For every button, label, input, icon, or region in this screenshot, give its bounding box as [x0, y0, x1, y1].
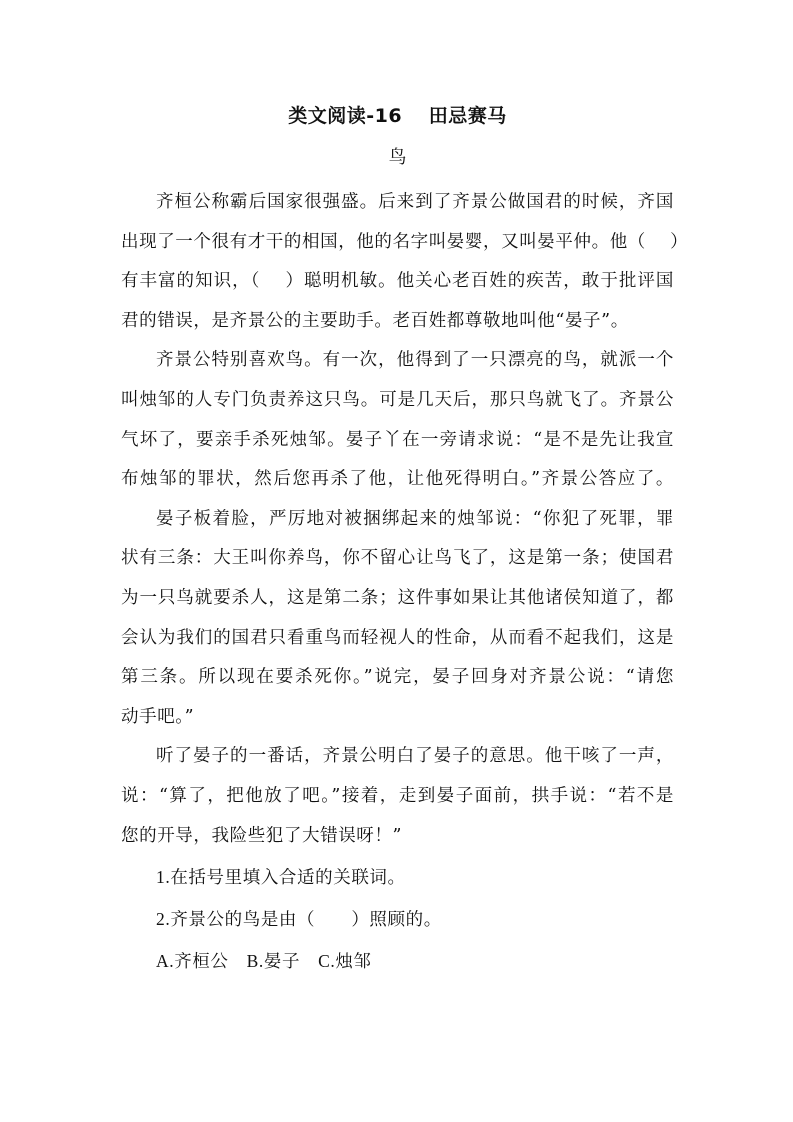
paragraph [121, 183, 689, 341]
question-1: 1.在括号里填入合适的关联词。 [156, 867, 406, 888]
text-line: 布烛邹的罪状，然后您再杀了他，让他死得明白。”齐景公答应了。 [121, 469, 674, 490]
passage-body [121, 183, 689, 982]
paragraph [121, 500, 674, 738]
question-2: 2.齐景公的鸟是由（ ）照顾的。 [156, 909, 442, 930]
text-line: 说：“算了，把他放了吧。”接着，走到晏子面前，拱手说：“若不是 [121, 785, 674, 806]
text-line: 会认为我们的国君只看重鸟而轻视人的性命，从而看不起我们，这是 [121, 627, 674, 648]
text-line: 为一只鸟就要杀人，这是第二条；这件事如果让其他诸侯知道了，都 [121, 587, 674, 608]
text-line: 听了晏子的一番话，齐景公明白了晏子的意思。他干咳了一声， [156, 746, 674, 767]
passage-title: 鸟 [388, 147, 407, 168]
document-title: 类文阅读-16 田忌赛马 [288, 105, 507, 127]
text-line: 状有三条：大王叫你养鸟，你不留心让鸟飞了，这是第一条；使国君 [121, 548, 674, 569]
text-line: 气坏了，要亲手杀死烛邹。晏子丫在一旁请求说：“是不是先让我宣 [121, 429, 674, 450]
text-line: 齐景公特别喜欢鸟。有一次，他得到了一只漂亮的鸟，就派一个 [156, 350, 674, 371]
text-line: 晏子板着脸，严厉地对被捆绑起来的烛邹说：“你犯了死罪，罪 [156, 508, 674, 529]
question-2-options: A.齐桓公 B.晏子 C.烛邹 [156, 951, 372, 972]
paragraph [121, 341, 674, 499]
paragraph [121, 737, 674, 856]
text-line: 出现了一个很有才干的相国，他的名字叫晏婴，又叫晏平仲。他（ ） [121, 231, 689, 252]
text-line: 第三条。所以现在要杀死你。”说完，晏子回身对齐景公说：“请您 [121, 667, 674, 688]
text-line: 君的错误，是齐景公的主要助手。老百姓都尊敬地叫他“晏子”。 [121, 310, 629, 331]
text-line: 有丰富的知识，（ ）聪明机敏。他关心老百姓的疾苦，敢于批评国 [121, 271, 674, 292]
text-line: 叫烛邹的人专门负责养这只鸟。可是几天后，那只鸟就飞了。齐景公 [121, 389, 674, 410]
text-line: 您的开导，我险些犯了大错误呀！” [121, 825, 403, 846]
text-line: 齐桓公称霸后国家很强盛。后来到了齐景公做国君的时候，齐国 [156, 192, 674, 212]
text-line: 动手吧。” [121, 706, 195, 727]
